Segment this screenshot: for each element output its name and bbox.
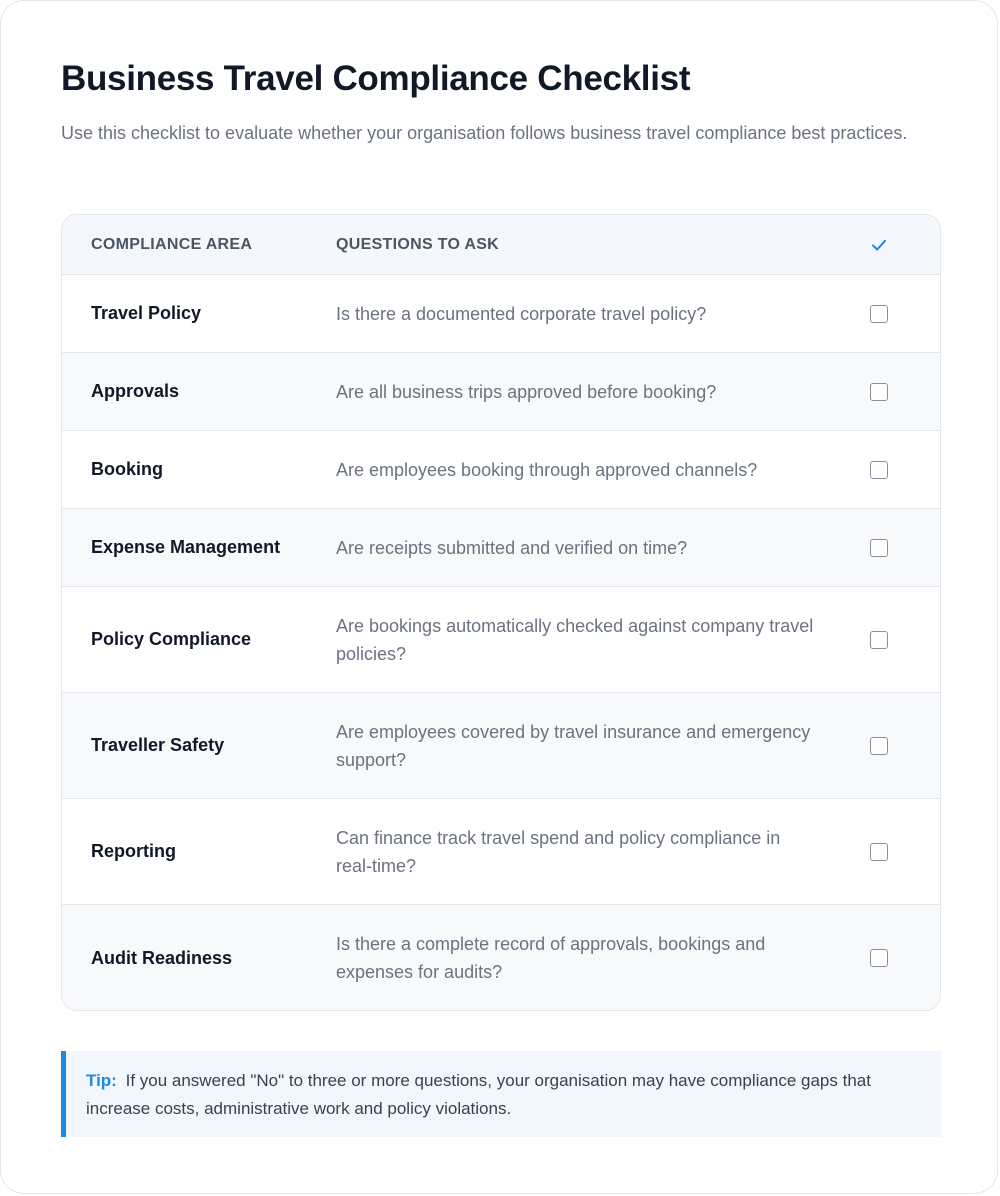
row-question: Are receipts submitted and verified on time? [336,537,688,558]
row-area: Travel Policy [91,303,202,323]
tip-callout [61,1051,941,1137]
table-row [62,431,940,509]
row-question: Are employees booking through approved channels? [336,459,758,480]
table-row [62,353,940,431]
checklist-table [61,214,941,1011]
row-area: Traveller Safety [91,735,225,755]
tip-text: If you answered "No" to three or more questions, your organisation may have compliance gaps that increase costs, administrative work and policy violations. [86,1071,871,1118]
row-checkbox[interactable] [870,737,888,755]
checkmark-icon [870,236,888,254]
table-row [62,275,940,353]
column-header-questions: QUESTIONS TO ASK [336,235,500,253]
row-question: Can finance track travel spend and policy compliance in real-time? [336,827,781,876]
row-area: Audit Readiness [91,947,233,968]
page-subtitle: Use this checklist to evaluate whether your organisation follows business travel compliance best practices. [61,123,908,143]
row-area: Policy Compliance [91,629,252,649]
row-question: Are bookings automatically checked against company travel policies? [336,615,814,664]
row-checkbox[interactable] [870,949,888,967]
row-checkbox[interactable] [870,305,888,323]
row-area: Approvals [91,381,180,401]
column-header-check [826,236,940,254]
column-header-area: COMPLIANCE AREA [91,235,253,253]
table-row [62,693,940,799]
table-row [62,905,940,1011]
row-checkbox[interactable] [870,631,888,649]
row-area: Booking [91,459,163,479]
table-row [62,509,940,587]
row-area: Reporting [91,841,176,861]
row-checkbox[interactable] [870,843,888,861]
table-row [62,799,940,905]
row-question: Is there a complete record of approvals, bookings and expenses for audits? [336,934,766,982]
tip-label: Tip: [86,1071,117,1090]
row-question: Is there a documented corporate travel policy? [336,303,707,324]
row-checkbox[interactable] [870,461,888,479]
table-header [62,215,940,275]
row-checkbox[interactable] [870,383,888,401]
row-question: Are all business trips approved before booking? [336,381,717,402]
row-question: Are employees covered by travel insurance and emergency support? [336,721,811,770]
page-title: Business Travel Compliance Checklist [61,59,691,98]
row-area: Expense Management [91,537,281,557]
row-checkbox[interactable] [870,539,888,557]
table-row [62,587,940,693]
